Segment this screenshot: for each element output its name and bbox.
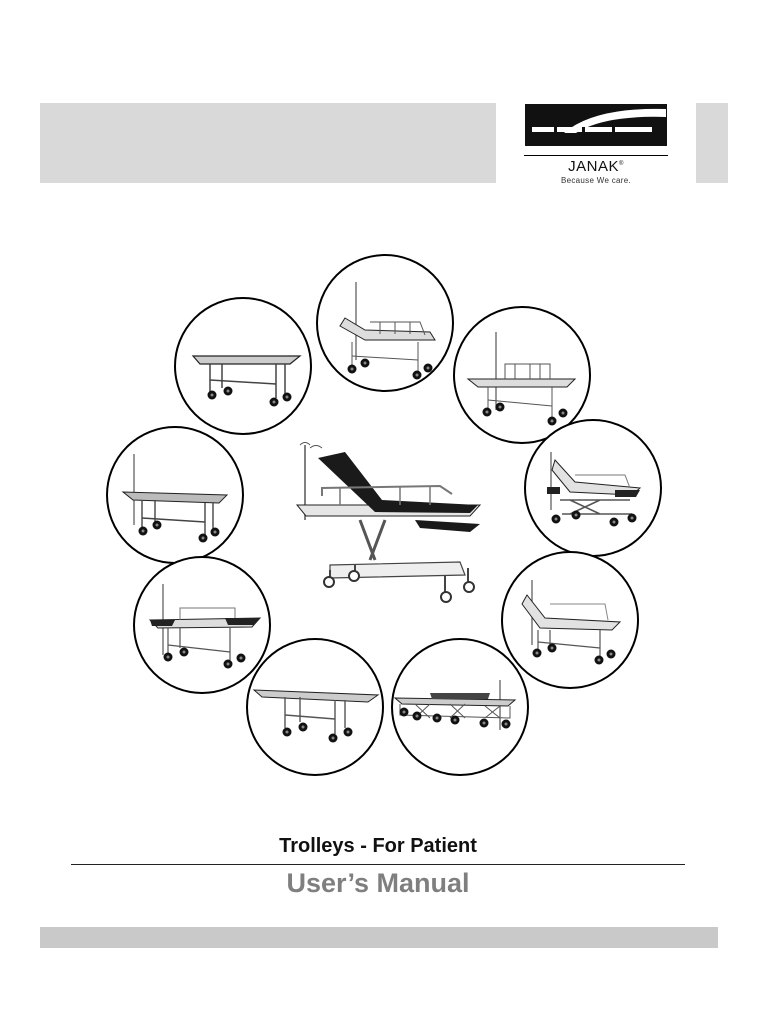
trolley-thumbnail-1	[175, 298, 311, 434]
trolley-thumbnail-7	[502, 552, 638, 688]
trolley-thumbnail-5	[525, 420, 661, 556]
trolley-thumbnail-8	[247, 639, 383, 775]
trolley-thumbnail-9	[392, 639, 528, 775]
trolley-thumbnail-2	[317, 255, 453, 391]
footer-band	[40, 927, 718, 948]
brand-tagline: Because We care.	[560, 176, 632, 185]
document-title: Trolleys - For Patient	[279, 835, 477, 857]
brand-name: JANAK®	[568, 158, 624, 175]
trolley-thumbnail-6	[134, 557, 270, 693]
trolley-thumbnail-3	[454, 307, 590, 443]
document-subtitle: User’s Manual	[286, 868, 470, 898]
title-divider	[71, 864, 685, 865]
trolley-thumbnail-4	[107, 427, 243, 563]
trolley-main-image	[297, 443, 480, 603]
